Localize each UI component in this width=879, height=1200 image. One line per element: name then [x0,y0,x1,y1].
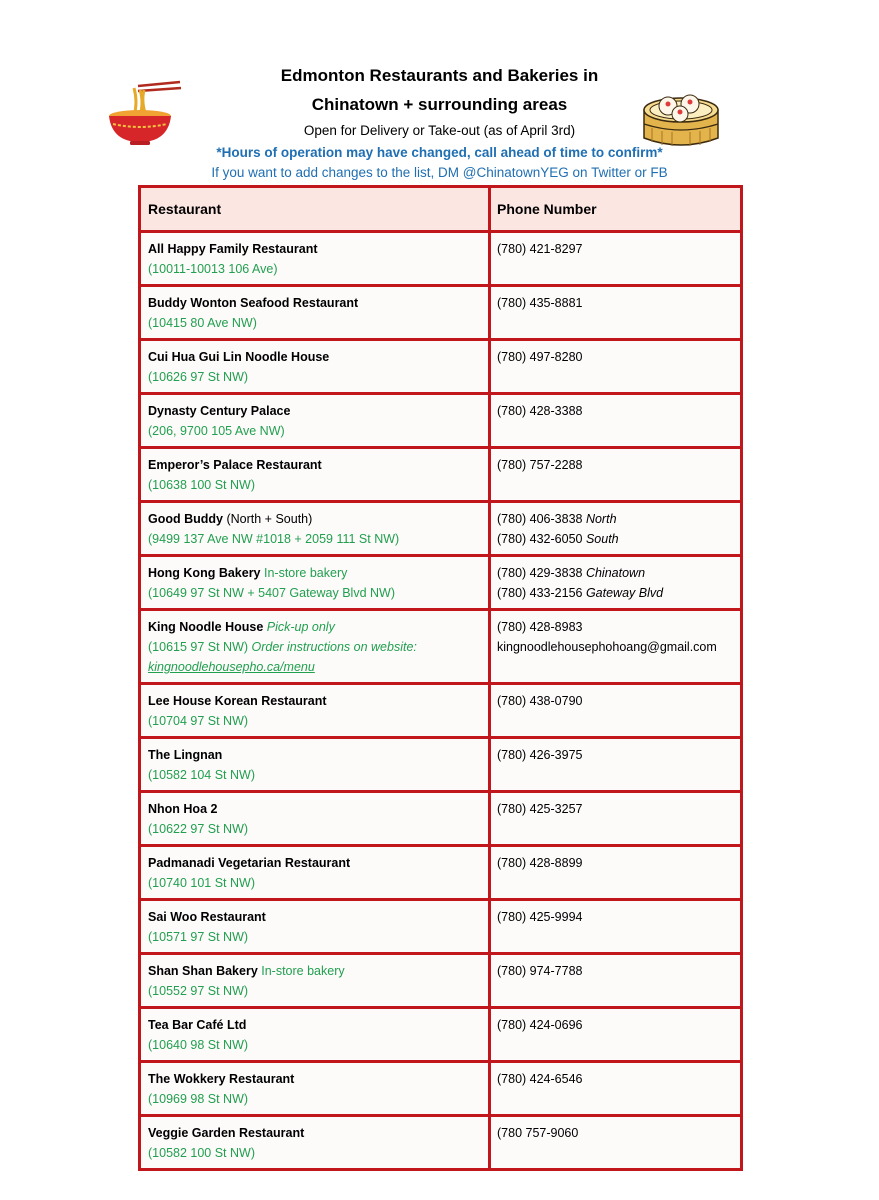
restaurant-line [148,455,481,475]
restaurant-line [148,239,481,259]
restaurant-name: Hong Kong Bakery [148,566,261,580]
restaurant-cell [141,611,491,682]
restaurant-address: (10640 98 St NW) [148,1038,249,1052]
restaurant-note: In-store bakery [260,566,348,580]
restaurant-name: Veggie Garden Restaurant [148,1126,305,1140]
phone-cell [491,611,740,682]
phone-line [497,583,735,603]
restaurant-cell [141,739,491,790]
table-header-row [141,188,740,233]
hours-warning: *Hours of operation may have changed, call ahead of time to confirm* [216,145,663,160]
phone-cell [491,449,740,500]
restaurant-name: Nhon Hoa 2 [148,802,218,816]
phone-cell [491,341,740,392]
phone-number: (780) 757-2288 [497,458,583,472]
phone-line [497,745,735,765]
order-instructions-note: Order instructions on website: [248,640,417,654]
phone-line [497,239,735,259]
restaurant-name: Lee House Korean Restaurant [148,694,327,708]
phone-cell [491,1117,740,1168]
email-address: kingnoodlehousephohoang@gmail.com [497,640,717,654]
phone-cell [491,685,740,736]
restaurant-line [148,563,481,583]
restaurant-cell [141,449,491,500]
phone-line [497,1069,735,1089]
address-line [148,421,481,441]
restaurant-address: (10969 98 St NW) [148,1092,249,1106]
phone-line [497,1015,735,1035]
restaurant-line [148,907,481,927]
table-row [141,685,740,739]
table-row [141,1009,740,1063]
phone-number: (780) 406-3838 [497,512,583,526]
restaurant-name: Good Buddy [148,512,223,526]
restaurant-note: In-store bakery [257,964,345,978]
page-title-line2: Chinatown + surrounding areas [311,95,568,114]
restaurant-address: (206, 9700 105 Ave NW) [148,424,285,438]
phone-number: (780) 974-7788 [497,964,583,978]
table-row [141,557,740,611]
phone-number: (780) 428-3388 [497,404,583,418]
restaurant-address: (10615 97 St NW) [148,640,249,654]
phone-line [497,293,735,313]
restaurant-address: (10622 97 St NW) [148,822,249,836]
address-line [148,637,481,657]
address-line [148,981,481,1001]
restaurant-address: (10582 100 St NW) [148,1146,255,1160]
table-row [141,1117,740,1168]
phone-location-note: Gateway Blvd [582,586,664,600]
address-line [148,819,481,839]
table-row [141,341,740,395]
restaurant-name: King Noodle House [148,620,264,634]
contact-note: If you want to add changes to the list, DM @ChinatownYEG on Twitter or FB [211,165,668,180]
table-row [141,847,740,901]
restaurant-line [148,691,481,711]
phone-line [497,617,735,637]
phone-cell [491,901,740,952]
restaurant-line [148,293,481,313]
restaurant-name: Buddy Wonton Seafood Restaurant [148,296,359,310]
restaurant-address: (10626 97 St NW) [148,370,249,384]
phone-cell [491,793,740,844]
restaurant-line [148,745,481,765]
phone-cell [491,503,740,554]
table-row [141,503,740,557]
restaurant-address: (10571 97 St NW) [148,930,249,944]
restaurant-name: Emperor’s Palace Restaurant [148,458,322,472]
restaurant-cell [141,685,491,736]
link-line [148,657,481,677]
dim-sum-steamer-icon [638,82,724,152]
restaurant-address: (10582 104 St NW) [148,768,255,782]
phone-number: (780) 428-8983 [497,620,583,634]
address-line [148,711,481,731]
phone-number: (780) 432-6050 [497,532,583,546]
address-line [148,765,481,785]
website-link[interactable]: kingnoodlehousepho.ca/menu [148,660,315,674]
phone-line [497,907,735,927]
phone-number: (780) 428-8899 [497,856,583,870]
table-row [141,739,740,793]
address-line [148,927,481,947]
restaurant-cell [141,287,491,338]
restaurant-address: (10552 97 St NW) [148,984,249,998]
phone-cell [491,955,740,1006]
restaurant-name: Dynasty Century Palace [148,404,291,418]
phone-number: (780) 425-3257 [497,802,583,816]
address-line [148,583,481,603]
noodle-bowl-icon [104,78,184,148]
restaurant-line [148,617,481,637]
restaurant-address: (10011-10013 106 Ave) [148,262,278,276]
restaurant-line [148,509,481,529]
address-line [148,313,481,333]
restaurant-name-suffix: (North + South) [223,512,313,526]
address-line [148,259,481,279]
restaurant-note: Pick-up only [263,620,335,634]
address-line [148,1143,481,1163]
phone-line [497,529,735,549]
restaurant-cell [141,793,491,844]
restaurant-cell [141,1009,491,1060]
restaurant-cell [141,233,491,284]
phone-number: (780) 497-8280 [497,350,583,364]
address-line [148,1035,481,1055]
table-row [141,901,740,955]
phone-number: (780 757-9060 [497,1126,579,1140]
restaurant-name: Tea Bar Café Ltd [148,1018,247,1032]
restaurant-cell [141,1063,491,1114]
restaurant-address: (10740 101 St NW) [148,876,255,890]
phone-cell [491,847,740,898]
restaurant-line [148,799,481,819]
address-line [148,475,481,495]
restaurant-cell [141,341,491,392]
phone-line [497,347,735,367]
phone-location-note: South [582,532,619,546]
restaurant-line [148,1069,481,1089]
subtitle: Open for Delivery or Take-out (as of April 3rd) [303,123,576,138]
phone-number: (780) 438-0790 [497,694,583,708]
phone-cell [491,395,740,446]
address-line [148,367,481,387]
restaurant-name: The Lingnan [148,748,223,762]
phone-number: (780) 424-0696 [497,1018,583,1032]
phone-cell [491,287,740,338]
phone-cell [491,233,740,284]
restaurant-name: Cui Hua Gui Lin Noodle House [148,350,330,364]
phone-line [497,961,735,981]
table-row [141,287,740,341]
restaurant-address: (10704 97 St NW) [148,714,249,728]
restaurant-line [148,1123,481,1143]
restaurant-cell [141,847,491,898]
address-line [148,1089,481,1109]
phone-line [497,563,735,583]
table-row [141,449,740,503]
restaurant-address: (10649 97 St NW + 5407 Gateway Blvd NW) [148,586,395,600]
restaurant-address: (10415 80 Ave NW) [148,316,257,330]
phone-cell [491,1009,740,1060]
restaurant-line [148,961,481,981]
phone-line [497,853,735,873]
table-row [141,611,740,685]
restaurant-line [148,347,481,367]
phone-number: (780) 424-6546 [497,1072,583,1086]
phone-line [497,455,735,475]
restaurant-cell [141,901,491,952]
phone-number: (780) 426-3975 [497,748,583,762]
restaurant-name: All Happy Family Restaurant [148,242,318,256]
page-title-line1: Edmonton Restaurants and Bakeries in [280,66,599,85]
table-row [141,955,740,1009]
restaurant-line [148,1015,481,1035]
restaurant-name: Shan Shan Bakery [148,964,258,978]
phone-line [497,1123,735,1143]
restaurant-address: (10638 100 St NW) [148,478,255,492]
phone-line [497,509,735,529]
restaurant-cell [141,395,491,446]
phone-cell [491,1063,740,1114]
phone-number: (780) 435-8881 [497,296,583,310]
restaurant-line [148,401,481,421]
phone-number: (780) 429-3838 [497,566,583,580]
address-line [148,873,481,893]
table-row [141,793,740,847]
restaurant-cell [141,503,491,554]
phone-location-note: Chinatown [582,566,646,580]
table-row [141,395,740,449]
restaurant-cell [141,1117,491,1168]
column-header-restaurant: Restaurant [141,188,491,230]
phone-cell [491,557,740,608]
phone-number: (780) 421-8297 [497,242,583,256]
table-row [141,1063,740,1117]
restaurant-name: Padmanadi Vegetarian Restaurant [148,856,351,870]
restaurant-cell [141,557,491,608]
phone-location-note: North [582,512,617,526]
restaurant-line [148,853,481,873]
phone-line [497,799,735,819]
column-header-phone: Phone Number [491,188,740,230]
phone-line [497,691,735,711]
table-row [141,233,740,287]
phone-line [497,401,735,421]
restaurant-table [138,185,743,1171]
address-line [148,529,481,549]
phone-number: (780) 433-2156 [497,586,583,600]
phone-cell [491,739,740,790]
restaurant-address: (9499 137 Ave NW #1018 + 2059 111 St NW) [148,532,400,546]
restaurant-cell [141,955,491,1006]
restaurant-name: Sai Woo Restaurant [148,910,266,924]
phone-number: (780) 425-9994 [497,910,583,924]
restaurant-name: The Wokkery Restaurant [148,1072,295,1086]
